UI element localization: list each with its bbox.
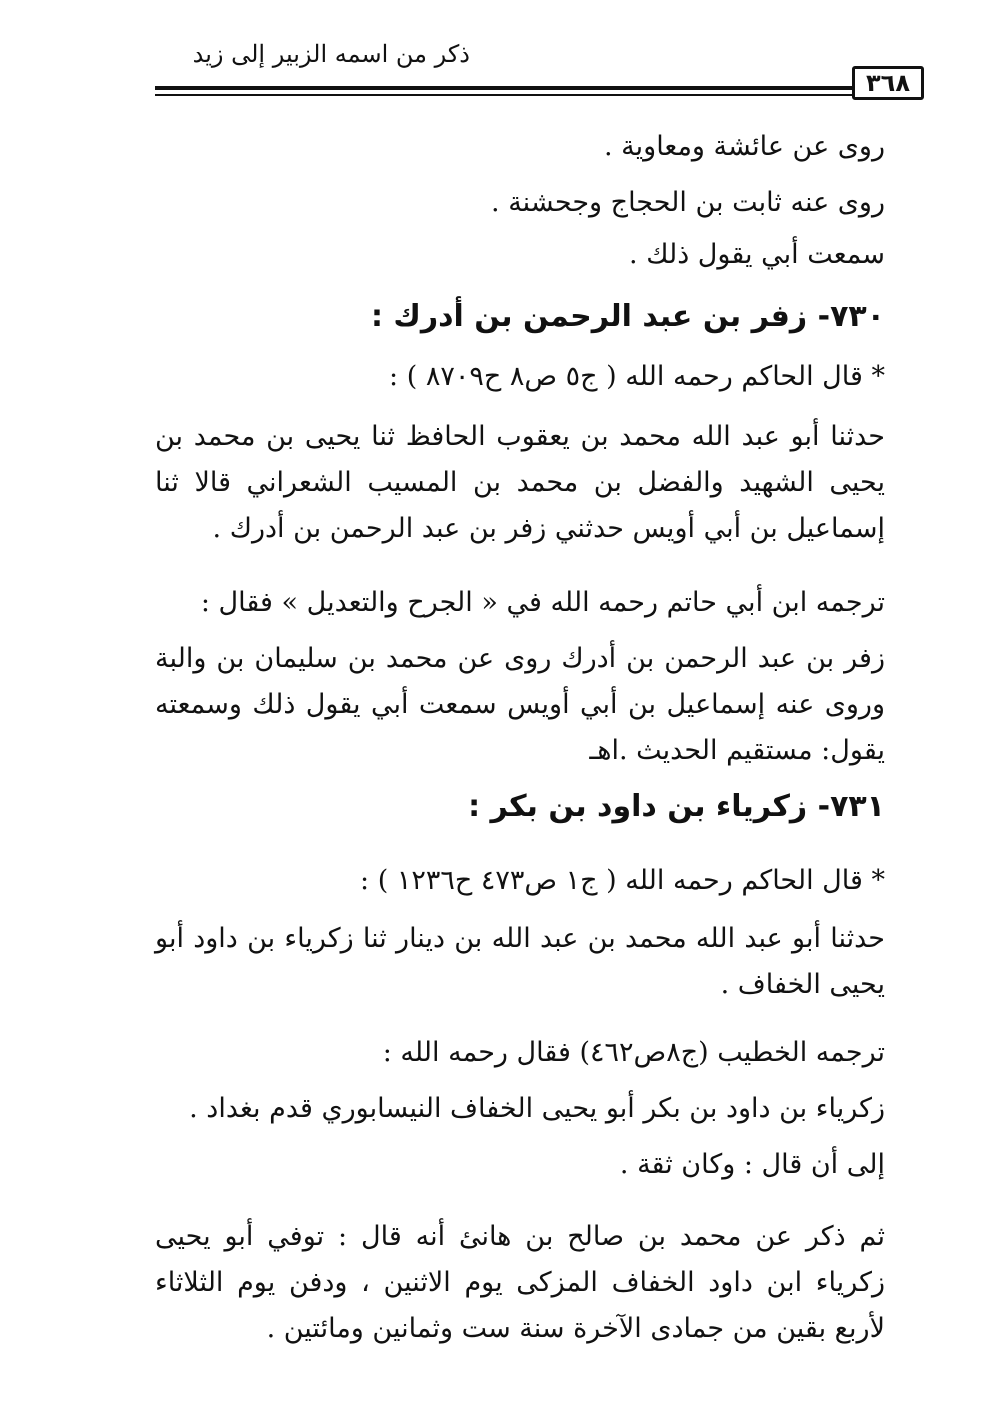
text-line: روى عنه ثابت بن الحجاج وجحشنة . xyxy=(491,187,885,218)
entry-heading-731: ٧٣١- زكرياء بن داود بن بكر : xyxy=(468,789,885,824)
text-line: روى عن عائشة ومعاوية . xyxy=(604,131,885,162)
tarjama-paragraph: زفر بن عبد الرحمن بن أدرك روى عن محمد بن سليمان بن والبة وروى عنه إسماعيل بن أبي أويس سمعت أبي يقول ذلك وسمعته يقول: مستقيم الحديث .اهـ xyxy=(155,643,885,766)
hadith-source: * قال الحاكم رحمه الله ( ج١ ص٤٧٣ ح١٢٣٦ ) : xyxy=(360,865,885,896)
running-title: ذكر من اسمه الزبير إلى زيد xyxy=(192,40,470,68)
header-rule-thick xyxy=(155,86,855,90)
isnad-paragraph: حدثنا أبو عبد الله محمد بن عبد الله بن دينار ثنا زكرياء بن داود أبو يحيى الخفاف . xyxy=(155,923,885,1000)
text-line: إلى أن قال : وكان ثقة . xyxy=(619,1149,885,1180)
page-number: ٣٦٨ xyxy=(852,66,924,100)
text-line: سمعت أبي يقول ذلك . xyxy=(629,239,885,270)
tarjama-intro: ترجمه ابن أبي حاتم رحمه الله في « الجرح والتعديل » فقال : xyxy=(200,587,885,618)
isnad-paragraph: حدثنا أبو عبد الله محمد بن يعقوب الحافظ ثنا يحيى بن محمد بن يحيى الشهيد والفضل بن محمد بن المسيب الشعراني قالا ثنا إسماعيل بن أبي أويس حدثني زفر بن عبد الرحمن بن أدرك . xyxy=(155,421,885,544)
entry-heading-730: ٧٣٠- زفر بن عبد الرحمن بن أدرك : xyxy=(370,299,885,334)
death-report-paragraph: ثم ذكر عن محمد بن صالح بن هانئ أنه قال : توفي أبو يحيى زكرياء ابن داود الخفاف المزكى يوم الاثنين ، ودفن يوم الثلاثاء لأربع بقين من جمادى الآخرة سنة ست وثمانين ومائتين . xyxy=(155,1221,885,1344)
tarjama-intro: ترجمه الخطيب (ج٨ص٤٦٢) فقال رحمه الله : xyxy=(382,1037,885,1068)
header-rule-thin xyxy=(155,94,855,96)
text-line: زكرياء بن داود بن بكر أبو يحيى الخفاف النيسابوري قدم بغداد . xyxy=(189,1093,885,1124)
hadith-source: * قال الحاكم رحمه الله ( ج٥ ص٨ ح٨٧٠٩ ) : xyxy=(389,361,885,392)
